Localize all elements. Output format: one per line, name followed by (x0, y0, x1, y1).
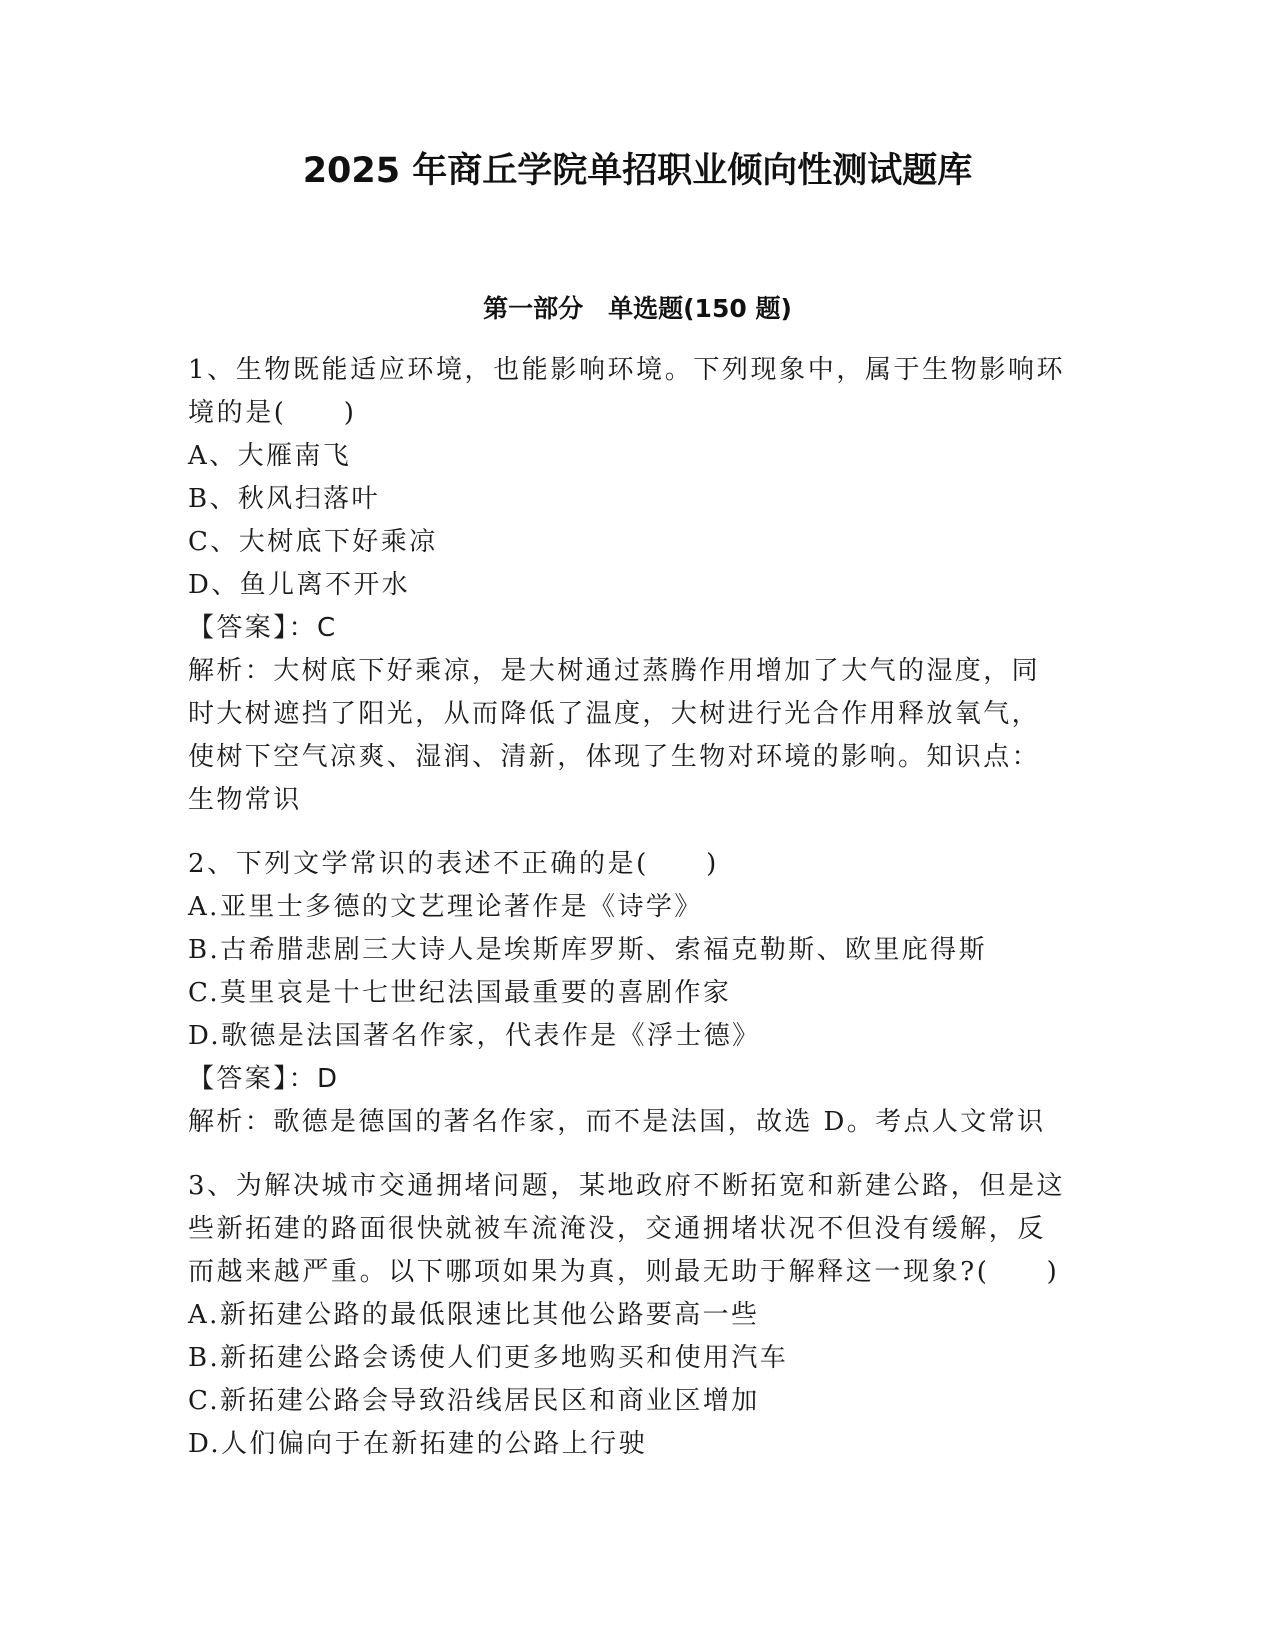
question-2-answer: 【答案】：D (188, 1064, 340, 1094)
question-1-option-b: B、秋风扫落叶 (188, 484, 380, 514)
question-2-option-b: B.古希腊悲剧三大诗人是埃斯库罗斯、索福克勒斯、欧里庇得斯 (188, 935, 987, 965)
question-3-option-b: B.新拓建公路会诱使人们更多地购买和使用汽车 (188, 1343, 789, 1373)
question-1-answer: 【答案】：C (188, 613, 338, 643)
question-1-option-a: A、大雁南飞 (188, 441, 352, 471)
question-3 (188, 1165, 1078, 1466)
question-3-option-d: D.人们偏向于在新拓建的公路上行驶 (188, 1429, 647, 1459)
question-list (188, 349, 1078, 1466)
question-3-stem-line-2: 些新拓建的路面很快就被车流淹没，交通拥堵状况不但没有缓解，反 (188, 1214, 1047, 1244)
question-3-option-a: A.新拓建公路的最低限速比其他公路要高一些 (188, 1300, 760, 1330)
question-1-explanation-line-2: 时大树遮挡了阳光，从而降低了温度，大树进行光合作用释放氧气， (188, 699, 1041, 729)
question-2 (188, 843, 1078, 1144)
document-title: 2025 年商丘学院单招职业倾向性测试题库 (302, 151, 973, 191)
question-1-option-c: C、大树底下好乘凉 (188, 527, 438, 557)
question-3-option-c: C.新拓建公路会导致沿线居民区和商业区增加 (188, 1386, 760, 1416)
question-spacer (188, 822, 1078, 843)
question-3-stem-line-3: 而越来越严重。以下哪项如果为真，则最无助于解释这一现象?( ) (188, 1257, 1060, 1287)
question-2-explanation-line-1: 解析：歌德是德国的著名作家，而不是法国，故选 D。考点人文常识 (188, 1107, 1046, 1137)
question-1-stem-line-1: 1、生物既能适应环境，也能影响环境。下列现象中，属于生物影响环 (188, 355, 1066, 385)
question-1-explanation-line-4: 生物常识 (188, 785, 302, 815)
section-title: 第一部分 单选题(150 题) (483, 294, 792, 323)
question-2-stem-line-1: 2、下列文学常识的表述不正确的是( ) (188, 849, 719, 879)
question-1-explanation-line-3: 使树下空气凉爽、湿润、清新，体现了生物对环境的影响。知识点： (188, 742, 1041, 772)
question-1-stem-line-2: 境的是( ) (188, 398, 357, 428)
question-2-option-d: D.歌德是法国著名作家，代表作是《浮士德》 (188, 1021, 761, 1051)
question-2-option-c: C.莫里哀是十七世纪法国最重要的喜剧作家 (188, 978, 732, 1008)
question-1 (188, 349, 1078, 822)
question-1-option-d: D、鱼儿离不开水 (188, 570, 411, 600)
question-1-explanation-line-1: 解析：大树底下好乘凉，是大树通过蒸腾作用增加了大气的湿度，同 (188, 656, 1041, 686)
question-3-stem-line-1: 3、为解决城市交通拥堵问题，某地政府不断拓宽和新建公路，但是这 (188, 1171, 1066, 1201)
question-spacer (188, 1144, 1078, 1165)
question-2-option-a: A.亚里士多德的文艺理论著作是《诗学》 (188, 892, 703, 922)
